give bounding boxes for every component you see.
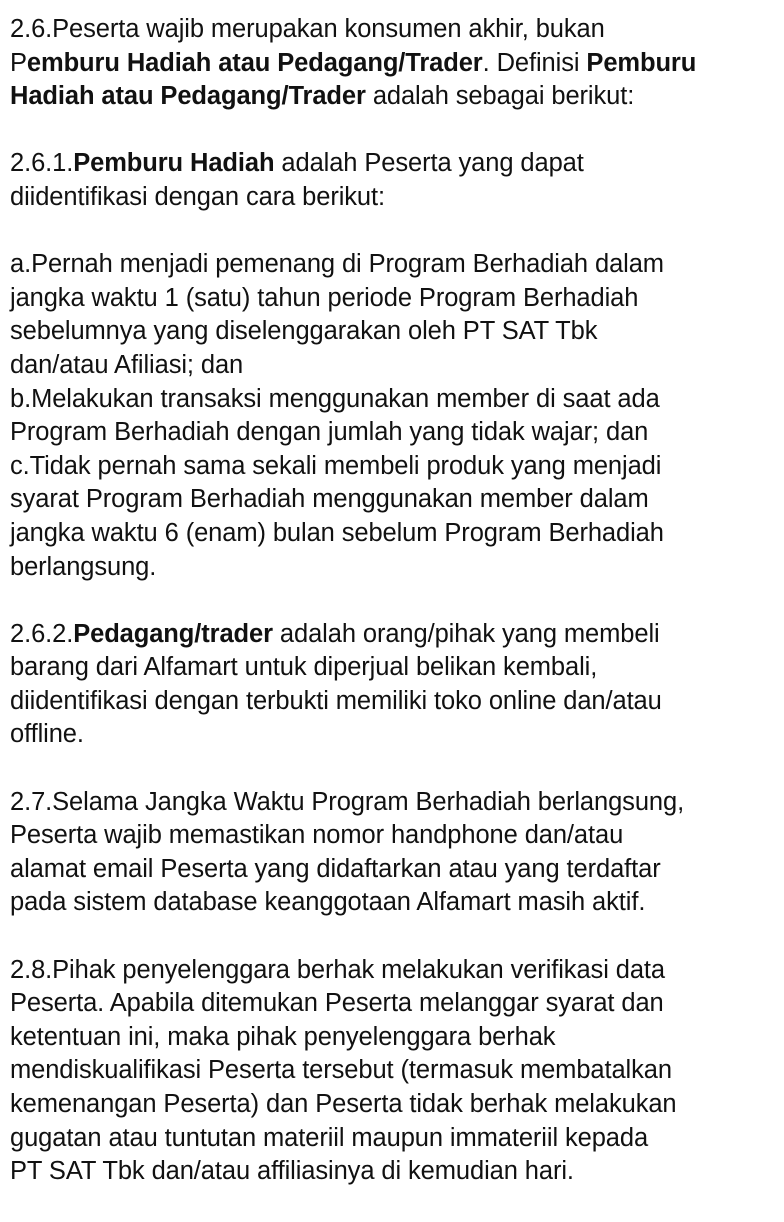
text-segment: diidentifikasi dengan cara berikut: — [10, 182, 385, 211]
paragraph-2-6-1-items — [10, 248, 780, 584]
text-line — [10, 47, 780, 81]
text-line — [10, 1155, 780, 1189]
text-segment: dan/atau Afiliasi; dan — [10, 350, 244, 379]
bold-term: Pedagang/trader — [73, 619, 273, 648]
text-line — [10, 685, 780, 719]
text-line — [10, 315, 780, 349]
text-line — [10, 718, 780, 752]
text-segment: barang dari Alfamart untuk diperjual belikan kembali, — [10, 653, 598, 682]
text-segment: 2.6.2. — [10, 619, 74, 648]
text-segment: adalah orang/pihak yang membeli — [272, 619, 660, 648]
text-segment: Peserta wajib memastikan nomor handphone dan/atau — [10, 821, 624, 850]
paragraph-2-6-2 — [10, 618, 780, 752]
bold-term: Pemburu — [586, 48, 697, 77]
text-line — [10, 819, 780, 853]
text-segment: 2.6.Peserta wajib merupakan konsumen akhir, bukan — [10, 15, 605, 43]
text-segment: alamat email Peserta yang didaftarkan atau yang terdaftar — [10, 854, 661, 883]
text-segment: sebelumnya yang diselenggarakan oleh PT SAT Tbk — [10, 317, 598, 346]
text-segment: . Definisi — [482, 48, 587, 77]
text-segment: b.Melakukan transaksi menggunakan member di saat ada — [10, 384, 660, 413]
text-line — [10, 349, 780, 383]
text-line — [10, 618, 780, 652]
paragraph-2-8 — [10, 954, 780, 1189]
text-line — [10, 13, 780, 47]
text-line — [10, 987, 780, 1021]
text-segment: c.Tidak pernah sama sekali membeli produk yang menjadi — [10, 451, 662, 480]
paragraph-2-6 — [10, 13, 780, 114]
paragraph-2-7 — [10, 786, 780, 920]
bold-term: emburu Hadiah atau Pedagang/Trader — [26, 48, 483, 77]
text-line — [10, 383, 780, 417]
text-line — [10, 1088, 780, 1122]
text-line — [10, 886, 780, 920]
text-segment: berlangsung. — [10, 552, 157, 581]
text-line — [10, 147, 780, 181]
text-segment: syarat Program Berhadiah menggunakan member dalam — [10, 485, 649, 514]
text-line — [10, 450, 780, 484]
text-line — [10, 853, 780, 887]
text-segment: adalah Peserta yang dapat — [274, 149, 584, 178]
text-segment: P — [10, 48, 27, 77]
bold-term: Hadiah atau Pedagang/Trader — [10, 82, 366, 111]
text-segment: kemenangan Peserta) dan Peserta tidak berhak melakukan — [10, 1090, 677, 1118]
text-line — [10, 181, 780, 215]
text-line — [10, 651, 780, 685]
bold-term: Pemburu Hadiah — [73, 149, 275, 178]
text-line — [10, 786, 780, 820]
text-line — [10, 282, 780, 316]
text-line — [10, 1021, 780, 1055]
text-segment: 2.8.Pihak penyelenggara berhak melakukan verifikasi data — [10, 955, 665, 984]
text-line — [10, 416, 780, 450]
text-segment: jangka waktu 6 (enam) bulan sebelum Program Berhadiah — [10, 518, 664, 547]
text-segment: mendiskualifikasi Peserta tersebut (termasuk membatalkan — [10, 1056, 672, 1085]
text-line — [10, 551, 780, 585]
text-line — [10, 1122, 780, 1156]
text-segment: jangka waktu 1 (satu) tahun periode Program Berhadiah — [10, 283, 639, 312]
text-segment: diidentifikasi dengan terbukti memiliki toko online dan/atau — [10, 686, 662, 715]
text-segment: offline. — [10, 720, 84, 749]
paragraph-2-6-1 — [10, 147, 780, 214]
text-line — [10, 248, 780, 282]
text-segment: PT SAT Tbk dan/atau affiliasinya di kemudian hari. — [10, 1157, 574, 1186]
text-segment: Peserta. Apabila ditemukan Peserta melanggar syarat dan — [10, 989, 664, 1018]
text-segment: adalah sebagai berikut: — [365, 82, 635, 111]
text-segment: gugatan atau tuntutan materiil maupun immateriil kepada — [10, 1123, 649, 1152]
text-segment: 2.7.Selama Jangka Waktu Program Berhadiah berlangsung, — [10, 787, 685, 816]
text-segment: a.Pernah menjadi pemenang di Program Berhadiah dalam — [10, 250, 664, 279]
text-line — [10, 80, 780, 114]
text-segment: pada sistem database keanggotaan Alfamart masih aktif. — [10, 888, 646, 917]
text-segment: Program Berhadiah dengan jumlah yang tidak wajar; dan — [10, 418, 649, 447]
terms-document — [10, 13, 780, 1222]
text-line — [10, 1054, 780, 1088]
text-segment: ketentuan ini, maka pihak penyelenggara berhak — [10, 1022, 556, 1051]
text-line — [10, 517, 780, 551]
text-line — [10, 483, 780, 517]
text-line — [10, 954, 780, 988]
text-segment: 2.6.1. — [10, 149, 74, 178]
